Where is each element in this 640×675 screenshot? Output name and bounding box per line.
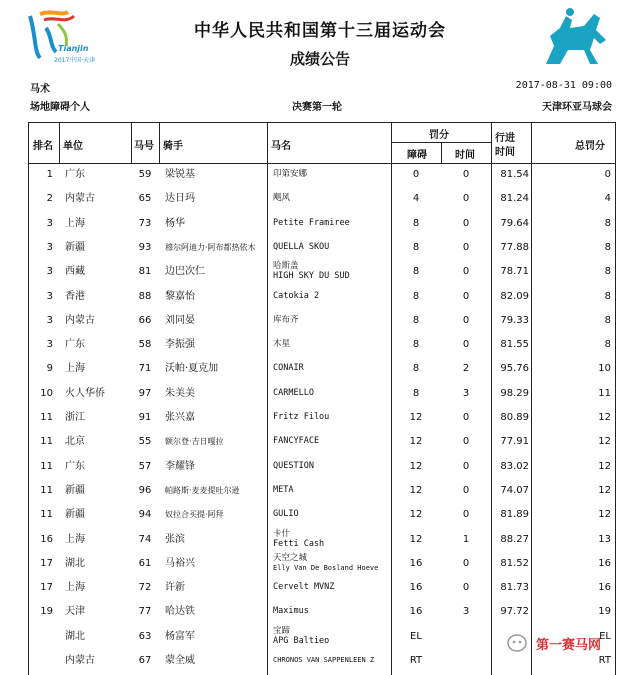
total-penalty-cell: 19 [598,606,611,618]
rider-cell: 杨华 [165,217,185,229]
time-penalty-cell: 0 [462,193,470,205]
time-penalty-cell: 3 [462,387,470,399]
watermark [498,630,632,660]
ride-time-cell: 95.76 [500,363,529,375]
horse-no-cell: 67 [138,655,152,666]
obstacle-penalty-cell: 12 [409,460,423,472]
time-penalty-cell: 0 [462,241,470,253]
horse-name-cell: 飓风 [273,193,291,204]
sport-label: 马术 [30,84,50,95]
horse-no-cell: 71 [138,363,152,375]
unit-cell: 火人华侨 [65,387,105,399]
horse-name-cell: Maximus [273,606,309,617]
rider-cell: 梁锐基 [165,169,195,180]
total-penalty-cell: 11 [598,387,611,399]
ride-time-cell: 77.88 [500,241,529,253]
obstacle-penalty-cell: 8 [412,266,420,278]
rider-cell: 边巴次仁 [165,266,205,278]
obstacle-penalty-cell: 16 [409,557,423,569]
round-name: 决赛第一轮 [292,102,342,113]
total-penalty-cell: 8 [604,266,611,278]
time-penalty-cell: 0 [462,557,470,569]
total-penalty-cell: 12 [598,509,611,521]
time-penalty-cell: 0 [462,169,470,180]
rank-cell: 16 [40,533,53,545]
unit-cell: 湖北 [65,630,85,642]
rank-cell: 3 [46,217,53,229]
time-penalty-cell: 0 [462,582,470,594]
horse-name-cell: 卡什 [273,528,291,539]
rider-cell: 穆尔阿迪力·阿布都热依木 [165,242,256,252]
ride-time-cell: 79.64 [500,217,529,229]
horse-no-cell: 91 [138,412,152,423]
ride-time-cell: 81.24 [500,193,529,205]
time-penalty-cell: 0 [462,339,470,351]
table-row [29,163,615,186]
table-row [29,285,615,308]
horse-no-cell: 81 [138,266,152,278]
horse-name-cell: 库布齐 [273,314,299,325]
venue-name: 天津环亚马球会 [542,102,612,113]
horse-no-cell: 93 [138,241,152,253]
rank-cell: 1 [46,169,53,180]
obstacle-penalty-cell: 8 [412,339,420,351]
time-penalty-cell: 2 [462,363,470,375]
rider-cell: 张兴嘉 [165,412,195,423]
obstacle-penalty-cell: 8 [412,241,420,253]
obstacle-penalty-cell: RT [409,655,423,666]
rider-cell: 刘同晏 [165,314,195,326]
horse-name-cell: 哈斯盖 [273,261,299,272]
total-penalty-cell: 0 [604,169,611,180]
time-penalty-cell: 0 [462,217,470,229]
unit-cell: 香港 [65,290,85,302]
unit-cell: 新疆 [65,484,85,496]
horse-no-cell: 94 [138,509,152,521]
horse-name-en-cell: HIGH SKY DU SUD [273,271,350,282]
col-ride-time-1: 行进 [495,133,515,144]
horse-name-en-cell: Elly Van De Bosland Hoeve [273,563,379,572]
rank-cell: 3 [46,290,53,302]
obstacle-penalty-cell: 12 [409,533,423,545]
table-row [29,333,615,356]
ride-time-cell: 82.09 [500,290,529,302]
table-row [29,309,615,332]
unit-cell: 新疆 [65,241,85,253]
unit-cell: 西藏 [65,266,85,278]
table-row [29,260,615,283]
horse-no-cell: 74 [138,533,152,545]
time-penalty-cell: 0 [462,484,470,496]
ride-time-cell: 81.89 [500,509,529,521]
obstacle-penalty-cell: 16 [409,582,423,594]
rider-cell: 帕路斯·麦麦提吐尔逊 [165,485,240,495]
table-header [29,123,615,164]
logo-subtext: 2017中国·天津 [54,57,96,64]
ride-time-cell: 88.27 [500,533,529,545]
table-row [29,503,615,526]
total-penalty-cell: 12 [598,460,611,472]
event-name: 场地障碍个人 [30,102,90,113]
rank-cell: 17 [40,557,53,569]
horse-no-cell: 97 [138,387,152,399]
horse-no-cell: 58 [138,339,152,351]
datetime: 2017-08-31 09:00 [515,80,612,91]
horse-no-cell: 96 [138,484,152,496]
horse-name-cell: Petite Framiree [273,217,350,228]
total-penalty-cell: 12 [598,484,611,496]
horse-no-cell: 73 [138,217,152,229]
horse-no-cell: 66 [138,314,152,326]
total-penalty-cell: 13 [598,533,611,545]
rank-cell [29,625,53,648]
rider-cell: 许新 [165,582,185,594]
col-rider: 骑手 [163,141,183,152]
time-penalty-cell: 0 [462,314,470,326]
table-row [29,236,615,259]
page-title: 中华人民共和国第十三届运动会 [194,21,446,41]
ride-time-cell: 80.89 [500,412,529,423]
time-penalty-cell [441,625,491,648]
total-penalty-cell: 12 [598,412,611,423]
total-penalty-cell: 8 [604,217,611,229]
obstacle-penalty-cell: 8 [412,217,420,229]
time-penalty-cell: 0 [462,460,470,472]
obstacle-penalty-cell: 16 [409,606,423,618]
horse-name-cell: META [273,484,294,495]
unit-cell: 内蒙古 [65,655,95,666]
total-penalty-cell: 8 [604,314,611,326]
rank-cell: 11 [40,436,53,448]
obstacle-penalty-cell: 8 [412,314,420,326]
col-ride-time-2: 时间 [495,147,515,158]
horse-name-cell: 木星 [273,339,291,350]
table-row [29,576,615,599]
obstacle-penalty-cell: 12 [409,436,423,448]
ride-time-cell: 81.54 [500,169,529,180]
total-penalty-cell: 12 [598,436,611,448]
rank-cell: 2 [46,193,53,205]
total-penalty-cell: RT [598,655,611,666]
ride-time-cell: 81.52 [500,557,529,569]
table-row [29,406,615,429]
horse-no-cell: 61 [138,557,152,569]
time-penalty-cell: 0 [462,509,470,521]
total-penalty-cell: 8 [604,241,611,253]
unit-cell: 北京 [65,436,85,448]
horse-name-cell: CHRONOS VAN SAPPENLEEN Z [273,656,375,664]
horse-name-cell: CONAIR [273,363,304,374]
horse-name-cell: Cervelt MVNZ [273,582,335,593]
col-horse: 马名 [271,141,291,152]
rider-cell: 张滨 [165,533,185,545]
ride-time-cell: 77.91 [500,436,529,448]
rank-cell: 3 [46,339,53,351]
obstacle-penalty-cell: 12 [409,484,423,496]
rider-cell: 朱美美 [165,387,195,399]
ride-time-cell: 74.07 [500,484,529,496]
col-rank: 排名 [33,141,53,152]
rank-cell: 11 [40,509,53,521]
horse-no-cell: 55 [138,436,152,448]
unit-cell: 广东 [65,339,85,351]
horse-no-cell: 72 [138,582,152,594]
total-penalty-cell: 8 [604,339,611,351]
ride-time-cell: 78.71 [500,266,529,278]
time-penalty-cell [441,649,491,672]
horse-no-cell: 77 [138,606,152,618]
table-row [29,479,615,502]
col-obstacle: 障碍 [407,150,427,161]
horse-no-cell: 63 [138,630,152,642]
horse-name-en-cell: Fetti Cash [273,538,325,549]
rider-cell: 沃帕·夏克加 [165,363,219,375]
col-time: 时间 [455,150,475,161]
unit-cell: 内蒙古 [65,314,95,326]
rider-cell: 哈达铁 [165,606,195,618]
horse-name-cell: GULIO [273,509,299,520]
rank-cell: 3 [46,314,53,326]
rank-cell: 17 [40,582,53,594]
watermark-text: 第一赛马网 [536,638,602,653]
ride-time-cell: 98.29 [500,387,529,399]
col-horse-no: 马号 [134,141,154,152]
rider-cell: 李耀锋 [165,460,195,472]
unit-cell: 浙江 [65,412,85,423]
table-row [29,212,615,235]
horse-no-cell: 59 [138,169,152,180]
unit-cell: 上海 [65,217,85,229]
unit-cell: 天津 [65,606,85,618]
chat-icon [506,632,528,654]
table-row [29,455,615,478]
unit-cell: 上海 [65,582,85,594]
table-row [29,430,615,453]
table-row [29,382,615,405]
page-subtitle: 成绩公告 [289,50,350,68]
table-row [29,600,615,623]
col-penalty: 罚分 [429,130,449,141]
ride-time-cell: 97.72 [500,606,529,618]
time-penalty-cell: 1 [462,533,470,545]
unit-cell: 广东 [65,460,85,472]
col-unit: 单位 [63,141,83,152]
rider-cell: 额尔登·吉日嘎拉 [165,437,224,447]
horse-name-cell: Fritz Filou [273,412,330,422]
total-penalty-cell: 4 [604,193,611,205]
time-penalty-cell: 0 [462,436,470,448]
rank-cell: 3 [46,266,53,278]
total-penalty-cell: 10 [598,363,611,375]
total-penalty-cell: 16 [598,582,611,594]
unit-cell: 上海 [65,533,85,545]
rank-cell: 10 [40,387,53,399]
ride-time-cell: 83.02 [500,460,529,472]
table-row [29,357,615,380]
table-row [29,552,615,575]
horse-name-cell: QUESTION [273,460,314,471]
rider-cell: 蒙全威 [165,655,195,666]
rider-cell: 马裕兴 [165,557,195,569]
total-penalty-cell: 16 [598,557,611,569]
time-penalty-cell: 0 [462,412,470,423]
horse-name-cell: Catokia 2 [273,290,320,301]
horse-name-cell: CARMELLO [273,387,314,398]
ride-time-cell: 79.33 [500,314,529,326]
rider-cell: 达日玛 [165,193,195,205]
unit-cell: 上海 [65,363,85,375]
time-penalty-cell: 0 [462,266,470,278]
obstacle-penalty-cell: 0 [412,169,420,180]
horse-name-en-cell: APG Baltieo [273,635,330,646]
obstacle-penalty-cell: 12 [409,412,423,423]
obstacle-penalty-cell: 8 [412,387,420,399]
rank-cell: 11 [40,484,53,496]
obstacle-penalty-cell: 8 [412,290,420,302]
rider-cell: 奴拉合买提·阿拜 [165,510,224,520]
total-penalty-cell: EL [599,630,611,642]
rank-cell [29,649,53,672]
rank-cell: 3 [46,241,53,253]
logo-wordmark: Tianjin [58,44,89,53]
rider-cell: 杨富军 [165,630,195,642]
unit-cell: 内蒙古 [65,193,95,205]
unit-cell: 广东 [65,169,85,180]
results-table [28,122,616,675]
rider-cell: 李振强 [165,339,195,351]
unit-cell: 湖北 [65,557,85,569]
horse-no-cell: 88 [138,290,152,302]
total-penalty-cell: 8 [604,290,611,302]
horse-no-cell: 57 [138,460,152,472]
horse-name-cell: 宝蹄 [273,625,291,636]
obstacle-penalty-cell: 12 [409,509,423,521]
time-penalty-cell: 3 [462,606,470,618]
obstacle-penalty-cell: 8 [412,363,420,375]
unit-cell: 新疆 [65,509,85,521]
rank-cell: 11 [40,460,53,472]
horse-name-cell: 印第安娜 [273,169,308,179]
ride-time-cell: 81.55 [500,339,529,351]
horse-no-cell: 65 [138,193,152,205]
obstacle-penalty-cell: 4 [412,193,420,205]
horse-name-cell: QUELLA SKOU [273,241,330,252]
obstacle-penalty-cell: EL [410,630,422,642]
ride-time-cell: 81.73 [500,582,529,594]
table-row [29,187,615,210]
table-row [29,528,615,551]
horse-name-cell: 天空之城 [273,552,308,563]
col-total: 总罚分 [575,141,605,152]
rank-cell: 19 [40,606,53,618]
horse-name-cell: FANCYFACE [273,436,320,447]
time-penalty-cell: 0 [462,290,470,302]
rank-cell: 11 [40,412,53,423]
rider-cell: 黎嘉怡 [165,290,195,302]
rank-cell: 9 [46,363,53,375]
